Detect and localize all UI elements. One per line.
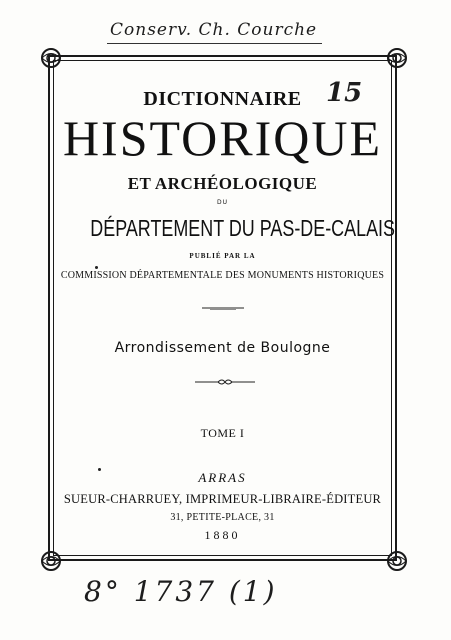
- corner-ornament-icon: [38, 548, 64, 574]
- handwritten-shelfmark: 8° 1737 (1): [84, 575, 278, 608]
- commission-name: COMMISSION DÉPARTEMENTALE DES MONUMENTS HISTORIQUES: [60, 270, 385, 281]
- subtitle-departement: DÉPARTEMENT DU PAS-DE-CALAIS: [90, 215, 396, 241]
- handwritten-underline: [107, 43, 322, 44]
- imprint-address: 31, PETITE-PLACE, 31: [170, 512, 275, 523]
- ornamental-divider-icon: [195, 378, 255, 386]
- imprint-publisher: SUEUR-CHARRUEY, IMPRIMEUR-LIBRAIRE-ÉDITEUR: [63, 492, 382, 506]
- ink-speck: [95, 266, 98, 269]
- arrondissement-line: Arrondissement de Boulogne: [114, 340, 331, 356]
- published-by-label: PUBLIÉ PAR LA: [189, 252, 256, 260]
- ink-speck: [98, 468, 101, 471]
- tome-label: TOME I: [200, 426, 245, 440]
- title-line-historique: HISTORIQUE: [62, 110, 383, 166]
- title-line-dictionnaire: DICTIONNAIRE: [143, 88, 302, 110]
- handwritten-number: 15: [326, 78, 363, 108]
- corner-ornament-icon: [38, 45, 64, 71]
- corner-ornament-icon: [384, 548, 410, 574]
- divider-rule: [202, 306, 244, 310]
- imprint-city: ARRAS: [198, 470, 247, 485]
- imprint-year: 1880: [204, 528, 241, 542]
- subtitle-archeologique: ET ARCHÉOLOGIQUE: [127, 174, 318, 193]
- handwritten-note-top: Conserv. Ch. Courche: [110, 20, 318, 40]
- corner-ornament-icon: [384, 45, 410, 71]
- subtitle-du: DU: [216, 199, 228, 206]
